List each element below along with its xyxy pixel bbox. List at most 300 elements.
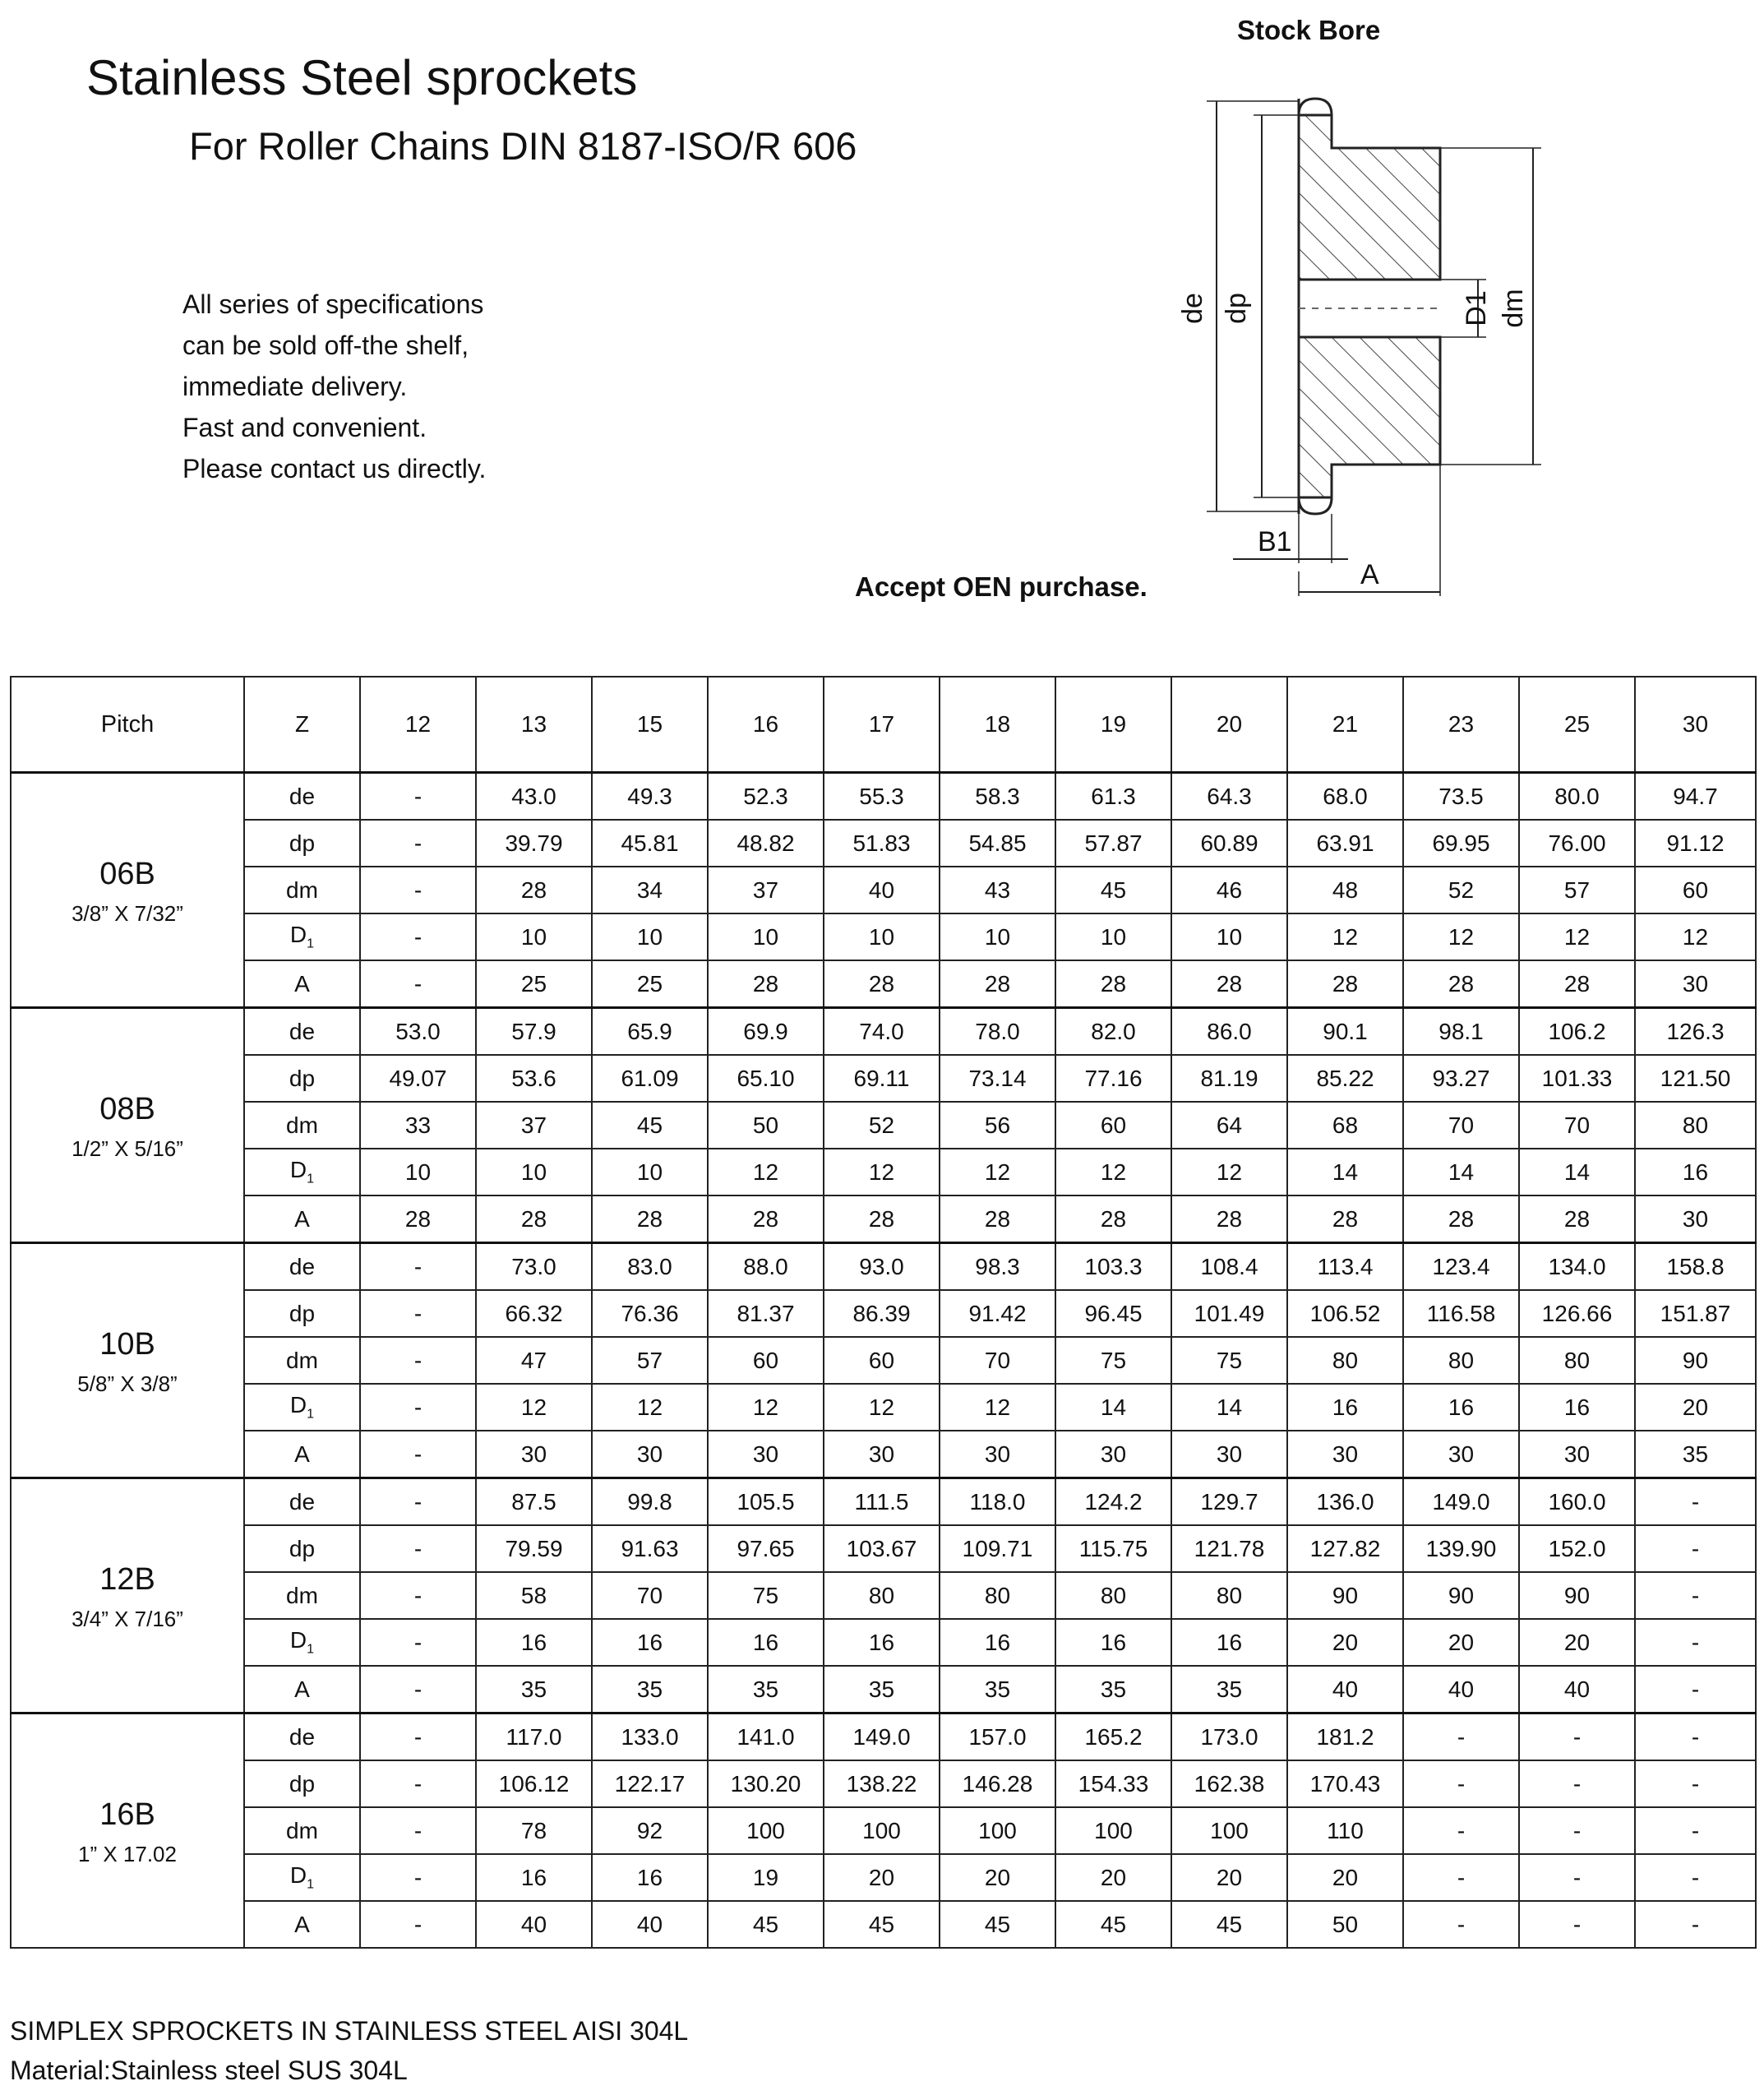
value-cell: 118.0 xyxy=(940,1478,1055,1526)
value-cell: - xyxy=(360,1525,476,1572)
value-cell: 157.0 xyxy=(940,1713,1055,1761)
value-cell: 160.0 xyxy=(1519,1478,1635,1526)
value-cell: 52 xyxy=(824,1102,940,1149)
value-cell: 28 xyxy=(476,1195,592,1243)
d1-label: D1 xyxy=(1461,290,1492,326)
value-cell: 35 xyxy=(1171,1666,1287,1713)
value-cell: 28 xyxy=(1519,960,1635,1008)
value-cell: 40 xyxy=(1287,1666,1403,1713)
value-cell: 75 xyxy=(1055,1337,1171,1384)
value-cell: 92 xyxy=(592,1807,708,1854)
value-cell: 12 xyxy=(1287,913,1403,960)
pitch-size: 5/8” X 3/8” xyxy=(77,1371,178,1396)
value-cell: 25 xyxy=(592,960,708,1008)
value-cell: - xyxy=(1635,1478,1756,1526)
value-cell: 16 xyxy=(592,1854,708,1901)
value-cell: 81.19 xyxy=(1171,1055,1287,1102)
value-cell: 40 xyxy=(476,1901,592,1948)
param-cell xyxy=(244,1525,360,1572)
value-cell: 45 xyxy=(592,1102,708,1149)
a-label: A xyxy=(1360,559,1379,590)
value-cell: 69.95 xyxy=(1403,820,1519,867)
value-cell: 30 xyxy=(1171,1431,1287,1478)
value-cell: 90 xyxy=(1519,1572,1635,1619)
teeth-count-header: 15 xyxy=(592,677,708,773)
value-cell: 53.6 xyxy=(476,1055,592,1102)
table-row xyxy=(11,1901,1756,1948)
value-cell: 106.2 xyxy=(1519,1008,1635,1056)
param-cell xyxy=(244,1572,360,1619)
value-cell: 127.82 xyxy=(1287,1525,1403,1572)
value-cell: 111.5 xyxy=(824,1478,940,1526)
value-cell: 30 xyxy=(708,1431,824,1478)
value-cell: 10 xyxy=(940,913,1055,960)
value-cell: 100 xyxy=(708,1807,824,1854)
param-name: de xyxy=(289,1723,316,1750)
value-cell: - xyxy=(360,1854,476,1901)
teeth-count-header: 17 xyxy=(824,677,940,773)
table-row xyxy=(11,820,1756,867)
value-cell: 20 xyxy=(1055,1854,1171,1901)
value-cell: 60 xyxy=(824,1337,940,1384)
table-row xyxy=(11,1713,1756,1761)
value-cell: 78.0 xyxy=(940,1008,1055,1056)
teeth-count-header: 19 xyxy=(1055,677,1171,773)
value-cell: 134.0 xyxy=(1519,1243,1635,1291)
value-cell: 30 xyxy=(1055,1431,1171,1478)
value-cell: 30 xyxy=(1635,960,1756,1008)
value-cell: 28 xyxy=(940,960,1055,1008)
value-cell: - xyxy=(360,1807,476,1854)
param-cell xyxy=(244,1431,360,1478)
value-cell: 28 xyxy=(1403,1195,1519,1243)
value-cell: 28 xyxy=(1287,1195,1403,1243)
value-cell: 20 xyxy=(1519,1619,1635,1666)
value-cell: 30 xyxy=(1519,1431,1635,1478)
value-cell: - xyxy=(1635,1572,1756,1619)
value-cell: 80 xyxy=(1287,1337,1403,1384)
value-cell: 10 xyxy=(1171,913,1287,960)
param-cell xyxy=(244,820,360,867)
value-cell: 91.12 xyxy=(1635,820,1756,867)
table-row xyxy=(11,1102,1756,1149)
value-cell: 90.1 xyxy=(1287,1008,1403,1056)
value-cell: 91.42 xyxy=(940,1290,1055,1337)
param-name: dp xyxy=(289,1300,316,1326)
value-cell: 30 xyxy=(476,1431,592,1478)
value-cell: 57.87 xyxy=(1055,820,1171,867)
pitch-code: 08B xyxy=(99,1091,155,1126)
value-cell: 35 xyxy=(708,1666,824,1713)
param-cell xyxy=(244,1854,360,1901)
value-cell: - xyxy=(1403,1807,1519,1854)
value-cell: 54.85 xyxy=(940,820,1055,867)
value-cell: - xyxy=(1635,1666,1756,1713)
param-subscript: 1 xyxy=(307,1877,315,1892)
param-subscript: 1 xyxy=(307,1407,315,1422)
value-cell: - xyxy=(1519,1807,1635,1854)
value-cell: 100 xyxy=(1055,1807,1171,1854)
value-cell: 115.75 xyxy=(1055,1525,1171,1572)
value-cell: 80 xyxy=(824,1572,940,1619)
value-cell: 45 xyxy=(1055,867,1171,913)
value-cell: 28 xyxy=(1171,1195,1287,1243)
param-name: A xyxy=(294,1205,310,1232)
value-cell: - xyxy=(1635,1525,1756,1572)
note-line: immediate delivery. xyxy=(182,372,408,401)
pitch-code: 06B xyxy=(99,856,155,891)
teeth-count-header: 25 xyxy=(1519,677,1635,773)
param-subscript: 1 xyxy=(307,1642,315,1657)
value-cell: 149.0 xyxy=(1403,1478,1519,1526)
value-cell: 45.81 xyxy=(592,820,708,867)
value-cell: 124.2 xyxy=(1055,1478,1171,1526)
value-cell: 100 xyxy=(824,1807,940,1854)
value-cell: - xyxy=(1635,1807,1756,1854)
value-cell: - xyxy=(1403,1854,1519,1901)
value-cell: 80.0 xyxy=(1519,773,1635,821)
value-cell: 138.22 xyxy=(824,1760,940,1807)
value-cell: 43.0 xyxy=(476,773,592,821)
value-cell: 50 xyxy=(1287,1901,1403,1948)
value-cell: 69.11 xyxy=(824,1055,940,1102)
param-cell xyxy=(244,1807,360,1854)
value-cell: 52.3 xyxy=(708,773,824,821)
value-cell: 30 xyxy=(1403,1431,1519,1478)
value-cell: 106.12 xyxy=(476,1760,592,1807)
value-cell: 28 xyxy=(476,867,592,913)
value-cell: 20 xyxy=(1287,1854,1403,1901)
pitch-header: Pitch xyxy=(11,677,244,773)
value-cell: 58.3 xyxy=(940,773,1055,821)
value-cell: 28 xyxy=(360,1195,476,1243)
value-cell: 16 xyxy=(1287,1384,1403,1431)
param-name: dm xyxy=(286,876,318,903)
value-cell: 66.32 xyxy=(476,1290,592,1337)
value-cell: 10 xyxy=(824,913,940,960)
value-cell: 141.0 xyxy=(708,1713,824,1761)
value-cell: 121.50 xyxy=(1635,1055,1756,1102)
value-cell: 74.0 xyxy=(824,1008,940,1056)
table-row xyxy=(11,1008,1756,1056)
param-cell xyxy=(244,1290,360,1337)
table-row xyxy=(11,1337,1756,1384)
value-cell: 97.65 xyxy=(708,1525,824,1572)
value-cell: 75 xyxy=(708,1572,824,1619)
table-row xyxy=(11,1854,1756,1901)
value-cell: 10 xyxy=(476,1149,592,1195)
param-cell xyxy=(244,1901,360,1948)
teeth-count-header: 30 xyxy=(1635,677,1756,773)
value-cell: 12 xyxy=(592,1384,708,1431)
value-cell: 16 xyxy=(940,1619,1055,1666)
sprocket-cross-section-diagram xyxy=(1177,78,1562,604)
table-row xyxy=(11,1525,1756,1572)
value-cell: 12 xyxy=(476,1384,592,1431)
value-cell: 20 xyxy=(1635,1384,1756,1431)
value-cell: 105.5 xyxy=(708,1478,824,1526)
value-cell: 129.7 xyxy=(1171,1478,1287,1526)
value-cell: 122.17 xyxy=(592,1760,708,1807)
value-cell: - xyxy=(360,1384,476,1431)
value-cell: 16 xyxy=(1635,1149,1756,1195)
value-cell: 43 xyxy=(940,867,1055,913)
value-cell: 68.0 xyxy=(1287,773,1403,821)
value-cell: 81.37 xyxy=(708,1290,824,1337)
param-cell xyxy=(244,1102,360,1149)
teeth-count-header: 13 xyxy=(476,677,592,773)
value-cell: 78 xyxy=(476,1807,592,1854)
param-name: dm xyxy=(286,1347,318,1373)
value-cell: 90 xyxy=(1635,1337,1756,1384)
value-cell: 10 xyxy=(708,913,824,960)
value-cell: 100 xyxy=(1171,1807,1287,1854)
value-cell: 52 xyxy=(1403,867,1519,913)
note-line: Please contact us directly. xyxy=(182,454,487,483)
value-cell: 16 xyxy=(708,1619,824,1666)
param-name: de xyxy=(289,783,316,809)
value-cell: 103.3 xyxy=(1055,1243,1171,1291)
value-cell: 158.8 xyxy=(1635,1243,1756,1291)
value-cell: 49.07 xyxy=(360,1055,476,1102)
pitch-cell xyxy=(11,1713,244,1949)
value-cell: 173.0 xyxy=(1171,1713,1287,1761)
value-cell: 16 xyxy=(824,1619,940,1666)
value-cell: 48.82 xyxy=(708,820,824,867)
page-title: Stainless Steel sprockets xyxy=(86,50,638,105)
param-name: A xyxy=(294,970,310,997)
value-cell: 20 xyxy=(1171,1854,1287,1901)
value-cell: 20 xyxy=(940,1854,1055,1901)
value-cell: - xyxy=(1635,1901,1756,1948)
z-header: Z xyxy=(244,677,360,773)
value-cell: 76.36 xyxy=(592,1290,708,1337)
pitch-cell xyxy=(11,773,244,1008)
param-name: D xyxy=(289,1862,307,1889)
param-cell xyxy=(244,773,360,821)
value-cell: 56 xyxy=(940,1102,1055,1149)
value-cell: 70 xyxy=(1403,1102,1519,1149)
value-cell: 96.45 xyxy=(1055,1290,1171,1337)
param-cell xyxy=(244,1713,360,1761)
value-cell: 130.20 xyxy=(708,1760,824,1807)
value-cell: - xyxy=(1519,1760,1635,1807)
value-cell: 60 xyxy=(708,1337,824,1384)
value-cell: 37 xyxy=(476,1102,592,1149)
value-cell: - xyxy=(1403,1713,1519,1761)
value-cell: 85.22 xyxy=(1287,1055,1403,1102)
value-cell: 86.0 xyxy=(1171,1008,1287,1056)
param-cell xyxy=(244,1760,360,1807)
value-cell: 14 xyxy=(1403,1149,1519,1195)
value-cell: 20 xyxy=(1403,1619,1519,1666)
value-cell: 34 xyxy=(592,867,708,913)
value-cell: 45 xyxy=(940,1901,1055,1948)
value-cell: 45 xyxy=(1171,1901,1287,1948)
param-cell xyxy=(244,1195,360,1243)
dp-label: dp xyxy=(1221,293,1252,324)
value-cell: 57 xyxy=(592,1337,708,1384)
value-cell: 16 xyxy=(1055,1619,1171,1666)
value-cell: 82.0 xyxy=(1055,1008,1171,1056)
dp-dimension xyxy=(1221,115,1299,497)
pitch-size: 3/8” X 7/32” xyxy=(72,900,183,926)
table-row xyxy=(11,960,1756,1008)
table-row xyxy=(11,1431,1756,1478)
value-cell: 93.27 xyxy=(1403,1055,1519,1102)
table-row xyxy=(11,773,1756,821)
value-cell: 28 xyxy=(824,1195,940,1243)
value-cell: 113.4 xyxy=(1287,1243,1403,1291)
value-cell: - xyxy=(360,1572,476,1619)
value-cell: 88.0 xyxy=(708,1243,824,1291)
value-cell: 116.58 xyxy=(1403,1290,1519,1337)
param-cell xyxy=(244,1055,360,1102)
value-cell: 28 xyxy=(1519,1195,1635,1243)
value-cell: - xyxy=(1519,1901,1635,1948)
value-cell: 126.3 xyxy=(1635,1008,1756,1056)
table-row xyxy=(11,1572,1756,1619)
value-cell: - xyxy=(360,913,476,960)
value-cell: 165.2 xyxy=(1055,1713,1171,1761)
value-cell: 49.3 xyxy=(592,773,708,821)
value-cell: 12 xyxy=(1519,913,1635,960)
value-cell: 70 xyxy=(592,1572,708,1619)
value-cell: 80 xyxy=(940,1572,1055,1619)
value-cell: 80 xyxy=(1171,1572,1287,1619)
value-cell: 10 xyxy=(360,1149,476,1195)
value-cell: 37 xyxy=(708,867,824,913)
value-cell: 68 xyxy=(1287,1102,1403,1149)
value-cell: 55.3 xyxy=(824,773,940,821)
param-name: de xyxy=(289,1253,316,1279)
footer-material: Material:Stainless steel SUS 304L xyxy=(10,2056,408,2085)
value-cell: 20 xyxy=(1287,1619,1403,1666)
value-cell: - xyxy=(360,1760,476,1807)
value-cell: 151.87 xyxy=(1635,1290,1756,1337)
value-cell: 16 xyxy=(476,1854,592,1901)
value-cell: 117.0 xyxy=(476,1713,592,1761)
value-cell: 10 xyxy=(592,1149,708,1195)
value-cell: - xyxy=(360,1290,476,1337)
value-cell: 93.0 xyxy=(824,1243,940,1291)
value-cell: 14 xyxy=(1055,1384,1171,1431)
param-subscript: 1 xyxy=(307,937,315,951)
value-cell: - xyxy=(360,1243,476,1291)
pitch-code: 10B xyxy=(99,1326,155,1362)
param-name: dm xyxy=(286,1582,318,1608)
param-name: D xyxy=(289,1157,307,1183)
value-cell: 98.1 xyxy=(1403,1008,1519,1056)
value-cell: 126.66 xyxy=(1519,1290,1635,1337)
value-cell: 30 xyxy=(940,1431,1055,1478)
value-cell: 16 xyxy=(592,1619,708,1666)
value-cell: 39.79 xyxy=(476,820,592,867)
param-name: dp xyxy=(289,1770,316,1797)
param-cell xyxy=(244,1478,360,1526)
value-cell: 28 xyxy=(708,1195,824,1243)
value-cell: - xyxy=(360,1619,476,1666)
table-row xyxy=(11,913,1756,960)
value-cell: 181.2 xyxy=(1287,1713,1403,1761)
value-cell: 170.43 xyxy=(1287,1760,1403,1807)
value-cell: 123.4 xyxy=(1403,1243,1519,1291)
param-subscript: 1 xyxy=(307,1172,315,1186)
sprocket-spec-table xyxy=(10,676,1757,1949)
value-cell: 90 xyxy=(1287,1572,1403,1619)
table-row xyxy=(11,1384,1756,1431)
table-row xyxy=(11,1760,1756,1807)
value-cell: 76.00 xyxy=(1519,820,1635,867)
value-cell: 28 xyxy=(1171,960,1287,1008)
teeth-count-header: 12 xyxy=(360,677,476,773)
value-cell: 12 xyxy=(940,1149,1055,1195)
table-row xyxy=(11,1149,1756,1195)
value-cell: 80 xyxy=(1635,1102,1756,1149)
value-cell: 86.39 xyxy=(824,1290,940,1337)
value-cell: 28 xyxy=(708,960,824,1008)
value-cell: 16 xyxy=(1403,1384,1519,1431)
pitch-cell xyxy=(11,1478,244,1713)
param-name: dm xyxy=(286,1112,318,1138)
value-cell: 35 xyxy=(592,1666,708,1713)
value-cell: 73.14 xyxy=(940,1055,1055,1102)
value-cell: 154.33 xyxy=(1055,1760,1171,1807)
value-cell: 80 xyxy=(1055,1572,1171,1619)
table-row xyxy=(11,1243,1756,1291)
pitch-cell xyxy=(11,1008,244,1243)
note-line: Fast and convenient. xyxy=(182,413,427,442)
value-cell: 70 xyxy=(1519,1102,1635,1149)
page-subtitle: For Roller Chains DIN 8187-ISO/R 606 xyxy=(189,124,857,168)
value-cell: 99.8 xyxy=(592,1478,708,1526)
value-cell: - xyxy=(1635,1619,1756,1666)
value-cell: 109.71 xyxy=(940,1525,1055,1572)
value-cell: 48 xyxy=(1287,867,1403,913)
value-cell: 51.83 xyxy=(824,820,940,867)
value-cell: 75 xyxy=(1171,1337,1287,1384)
value-cell: 121.78 xyxy=(1171,1525,1287,1572)
value-cell: 25 xyxy=(476,960,592,1008)
value-cell: 28 xyxy=(940,1195,1055,1243)
value-cell: 57.9 xyxy=(476,1008,592,1056)
value-cell: 73.0 xyxy=(476,1243,592,1291)
param-cell xyxy=(244,1243,360,1291)
value-cell: 77.16 xyxy=(1055,1055,1171,1102)
param-name: dp xyxy=(289,830,316,856)
value-cell: 101.33 xyxy=(1519,1055,1635,1102)
teeth-count-header: 21 xyxy=(1287,677,1403,773)
value-cell: 12 xyxy=(708,1149,824,1195)
value-cell: 14 xyxy=(1171,1384,1287,1431)
value-cell: 91.63 xyxy=(592,1525,708,1572)
param-cell xyxy=(244,1384,360,1431)
param-cell xyxy=(244,1149,360,1195)
value-cell: - xyxy=(360,820,476,867)
value-cell: 50 xyxy=(708,1102,824,1149)
teeth-count-header: 18 xyxy=(940,677,1055,773)
value-cell: - xyxy=(1519,1854,1635,1901)
value-cell: 30 xyxy=(592,1431,708,1478)
value-cell: - xyxy=(360,1337,476,1384)
param-cell xyxy=(244,867,360,913)
param-cell xyxy=(244,1008,360,1056)
value-cell: 61.3 xyxy=(1055,773,1171,821)
value-cell: - xyxy=(1403,1901,1519,1948)
de-label: de xyxy=(1177,293,1208,324)
value-cell: - xyxy=(360,867,476,913)
pitch-size: 1/2” X 5/16” xyxy=(72,1135,183,1161)
